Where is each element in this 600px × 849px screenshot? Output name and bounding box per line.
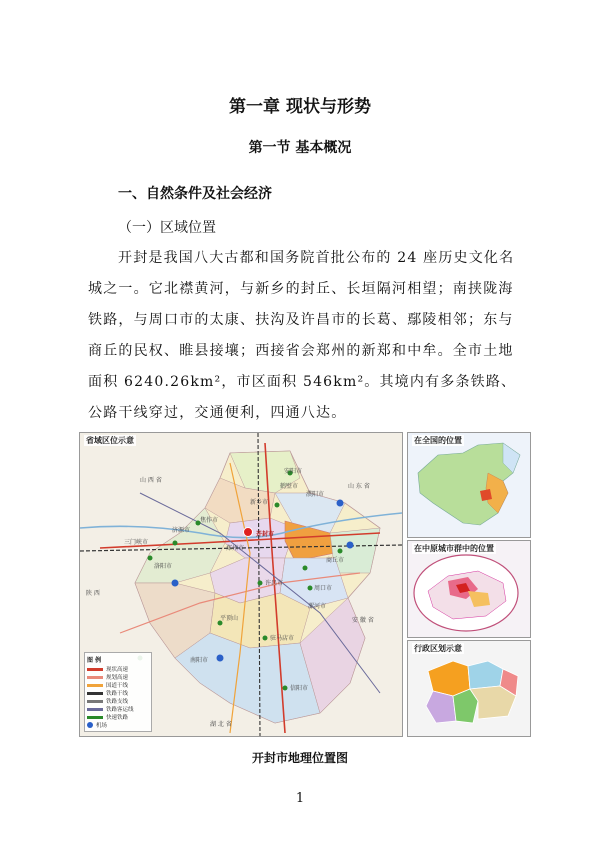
legend-item xyxy=(87,665,149,673)
inset-cluster-title: 在中原城市群中的位置 xyxy=(414,544,494,553)
legend-swatch xyxy=(87,692,103,695)
map-label: 湖 北 省 xyxy=(210,721,232,728)
legend-item xyxy=(87,697,149,705)
admin-division-graphic xyxy=(408,641,530,736)
legend-label: 铁路支线 xyxy=(106,699,129,705)
map-label: 漯河市 xyxy=(308,603,327,610)
inset-admin-map xyxy=(407,640,531,737)
legend-label: 现状高速 xyxy=(106,667,129,673)
china-map-graphic xyxy=(408,433,530,537)
map-label: 济源市 xyxy=(172,527,191,534)
section-title: 第一节 基本概况 xyxy=(248,140,352,156)
map-label: 山 东 省 xyxy=(348,483,370,490)
map-label: 山 西 省 xyxy=(140,477,162,484)
legend-label: 国道干线 xyxy=(106,683,129,689)
map-label: 陕 西 xyxy=(86,590,100,597)
legend-label: 铁路干线 xyxy=(106,691,129,697)
legend-item xyxy=(87,705,149,713)
legend-item xyxy=(87,713,149,721)
legend-swatch xyxy=(87,676,103,679)
map-label: 许昌市 xyxy=(265,580,284,587)
paragraph-text: 开封是我国八大古都和国务院首批公布的 24 座历史文化名城之一。它北襟黄河，与新乡的封丘、长垣隔河相望；南挟陇海铁路，与周口市的太康、扶沟及许昌市的长葛、鄢陵相邻；东与商丘的民权、睢县接壤；西接省会郑州的新郑和中牟。全市土地面积 6240.26km²，市区面积 546km²。其境内有多条铁路、公路干线穿过，交通便利，四通八达。 xyxy=(88,250,517,421)
map-label-kaifeng: 开封市 xyxy=(256,531,275,538)
legend-label: 机场 xyxy=(96,723,108,729)
legend-item xyxy=(87,689,149,697)
legend-swatch xyxy=(87,716,103,719)
map-label: 焦作市 xyxy=(200,517,219,524)
map-label: 周口市 xyxy=(314,585,333,592)
map-label: 驻马店市 xyxy=(270,635,295,642)
main-province-map xyxy=(79,432,403,737)
map-label: 洛阳市 xyxy=(154,563,173,570)
map-label: 郑州市 xyxy=(226,545,245,552)
map-label: 商丘市 xyxy=(326,557,345,564)
legend-item xyxy=(87,721,149,729)
legend-item xyxy=(87,673,149,681)
city-cluster-graphic xyxy=(408,541,530,637)
inset-admin-title: 行政区划示意 xyxy=(414,644,462,653)
legend-label: 快速铁路 xyxy=(106,715,129,721)
map-label: 安 徽 省 xyxy=(352,617,374,624)
main-map-title: 省域区位示意 xyxy=(86,436,134,445)
legend-swatch xyxy=(87,668,103,671)
figure-caption: 开封市地理位置图 xyxy=(251,751,348,765)
heading-regional-location: （一）区域位置 xyxy=(118,220,216,236)
inset-city-cluster-map xyxy=(407,540,531,638)
map-label: 新乡市 xyxy=(250,499,269,506)
legend-label: 规划高速 xyxy=(106,675,129,681)
location-map-figure xyxy=(79,432,531,737)
legend-item xyxy=(87,681,149,689)
legend-swatch xyxy=(87,708,103,711)
chapter-title: 第一章 现状与形势 xyxy=(229,97,371,117)
legend-swatch xyxy=(87,684,103,687)
inset-national-map xyxy=(407,432,531,538)
map-label: 濮阳市 xyxy=(306,491,325,498)
map-legend xyxy=(84,652,152,732)
map-label: 三门峡市 xyxy=(124,539,149,546)
heading-natural-conditions: 一、自然条件及社会经济 xyxy=(118,186,272,202)
inset-national-title: 在全国的位置 xyxy=(414,436,462,445)
map-label: 安阳市 xyxy=(284,468,303,475)
page-number: 1 xyxy=(295,791,305,806)
airport-icon xyxy=(87,722,93,728)
legend-title: 图 例 xyxy=(87,657,102,664)
map-label: 平顶山 xyxy=(220,615,239,622)
legend-label: 铁路客运线 xyxy=(106,707,134,713)
map-label: 南阳市 xyxy=(190,657,209,664)
map-label: 鹤壁市 xyxy=(280,483,299,490)
map-label: 信阳市 xyxy=(290,685,309,692)
legend-swatch xyxy=(87,700,103,703)
body-paragraph xyxy=(88,243,520,429)
